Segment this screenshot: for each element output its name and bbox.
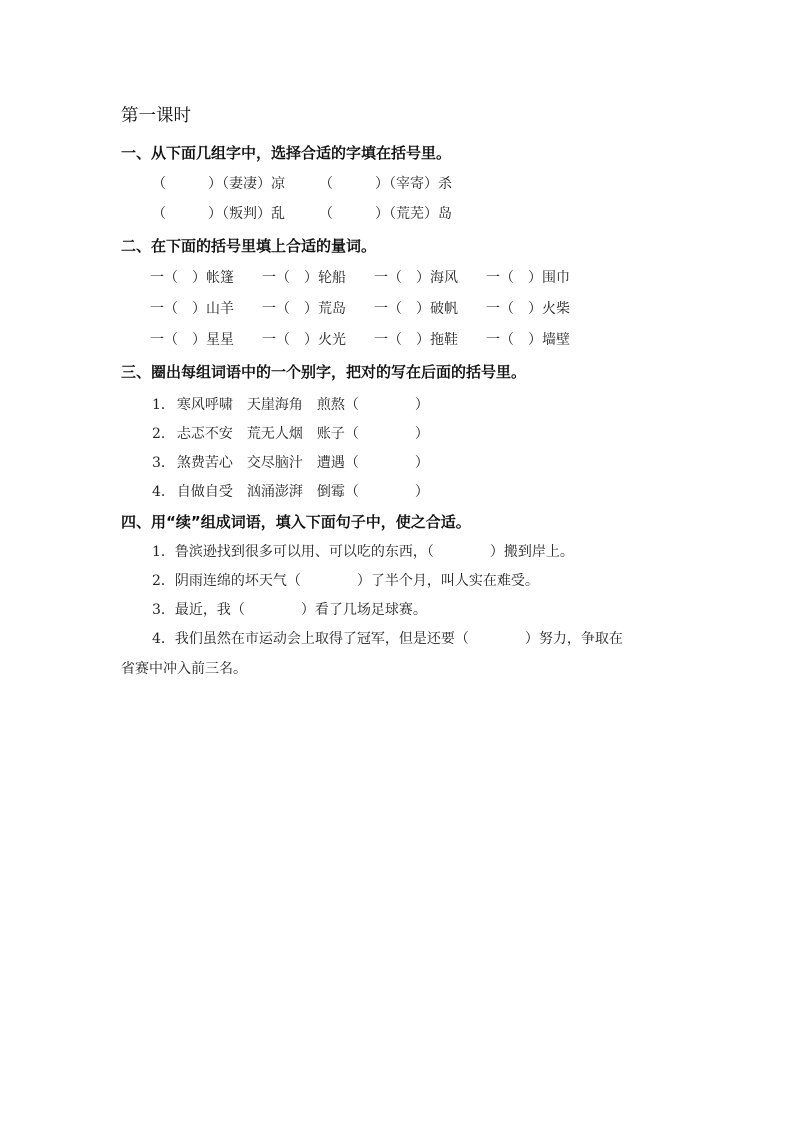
sentence-item-4[interactable]: 4．我们虽然在市运动会上取得了冠军，但是还要（ ）努力，争取在 [152, 631, 623, 647]
typo-item-4 [152, 485, 429, 499]
sentence-item-3[interactable]: 3．最近，我（ ）看了几场足球赛。 [152, 602, 427, 618]
answer-blank[interactable]: （ ） [152, 206, 222, 222]
section-1-row-2b [319, 207, 452, 221]
page-title: 第一课时 [121, 106, 191, 126]
answer-blank[interactable]: （ ） [319, 176, 389, 192]
word-3[interactable]: 煎熬 [316, 397, 345, 413]
section-3-heading: 三、圈出每组词语中的一个别字，把对的写在后面的括号里。 [121, 363, 527, 381]
sentence-item-4-continuation: 省赛中冲入前三名。 [121, 661, 247, 677]
word-suffix: 乱 [271, 206, 285, 222]
item-number: 3． [152, 455, 175, 471]
measure-word-item[interactable]: 一（ ）帐篷 [150, 270, 234, 286]
measure-word-item[interactable]: 一（ ）围巾 [486, 270, 570, 286]
answer-blank[interactable]: （ ） [319, 206, 389, 222]
char-choices: （妻凄） [222, 176, 271, 192]
word-2[interactable]: 汹涌澎湃 [246, 484, 303, 500]
typo-item-2 [152, 427, 429, 441]
section-1-row-1b [319, 177, 452, 191]
word-suffix: 岛 [438, 206, 452, 222]
answer-blank[interactable]: （ ） [344, 455, 429, 471]
word-2[interactable]: 天崖海角 [246, 397, 303, 413]
word-suffix: 杀 [438, 176, 452, 192]
answer-blank[interactable]: （ ） [344, 484, 429, 500]
word-3[interactable]: 账子 [316, 426, 345, 442]
measure-word-item[interactable]: 一（ ）海风 [374, 270, 458, 286]
measure-word-item[interactable]: 一（ ）山羊 [150, 301, 234, 317]
sentence-item-2[interactable]: 2．阴雨连绵的坏天气（ ）了半个月，叫人实在难受。 [152, 573, 539, 589]
measure-word-item[interactable]: 一（ ）荒岛 [262, 301, 346, 317]
measure-word-item[interactable]: 一（ ）拖鞋 [374, 332, 458, 348]
measure-word-item[interactable]: 一（ ）星星 [150, 332, 234, 348]
char-choices: （宰寄） [389, 176, 438, 192]
word-1[interactable]: 煞费苦心 [176, 455, 233, 471]
section-1-heading: 一、从下面几组字中，选择合适的字填在括号里。 [121, 144, 452, 162]
measure-word-item[interactable]: 一（ ）火柴 [486, 301, 570, 317]
typo-item-1 [152, 398, 429, 412]
word-2[interactable]: 交尽脑汁 [246, 455, 303, 471]
item-number: 4． [152, 484, 175, 500]
answer-blank[interactable]: （ ） [152, 176, 222, 192]
typo-item-3 [152, 456, 429, 470]
section-1-row-1 [152, 177, 285, 191]
measure-word-item[interactable]: 一（ ）轮船 [262, 270, 346, 286]
answer-blank[interactable]: （ ） [344, 397, 429, 413]
measure-word-item[interactable]: 一（ ）墙壁 [486, 332, 570, 348]
measure-word-item[interactable]: 一（ ）破帆 [374, 301, 458, 317]
word-2[interactable]: 荒无人烟 [246, 426, 303, 442]
section-2-heading: 二、在下面的括号里填上合适的量词。 [121, 237, 377, 255]
item-number: 1． [152, 397, 175, 413]
char-choices: （荒芜） [389, 206, 438, 222]
item-number: 2． [152, 426, 175, 442]
section-1-row-2 [152, 207, 285, 221]
word-1[interactable]: 忐忑不安 [176, 426, 233, 442]
sentence-item-1[interactable]: 1．鲁滨逊找到很多可以用、可以吃的东西，（ ）搬到岸上。 [152, 544, 574, 560]
char-choices: （叛判） [222, 206, 271, 222]
word-1[interactable]: 自做自受 [176, 484, 233, 500]
measure-word-item[interactable]: 一（ ）火光 [262, 332, 346, 348]
word-3[interactable]: 遭遇 [316, 455, 345, 471]
answer-blank[interactable]: （ ） [344, 426, 429, 442]
word-suffix: 凉 [271, 176, 285, 192]
word-1[interactable]: 寒风呼啸 [176, 397, 233, 413]
section-4-heading: 四、用“续”组成词语，填入下面句子中，使之合适。 [121, 513, 471, 531]
word-3[interactable]: 倒霉 [316, 484, 345, 500]
